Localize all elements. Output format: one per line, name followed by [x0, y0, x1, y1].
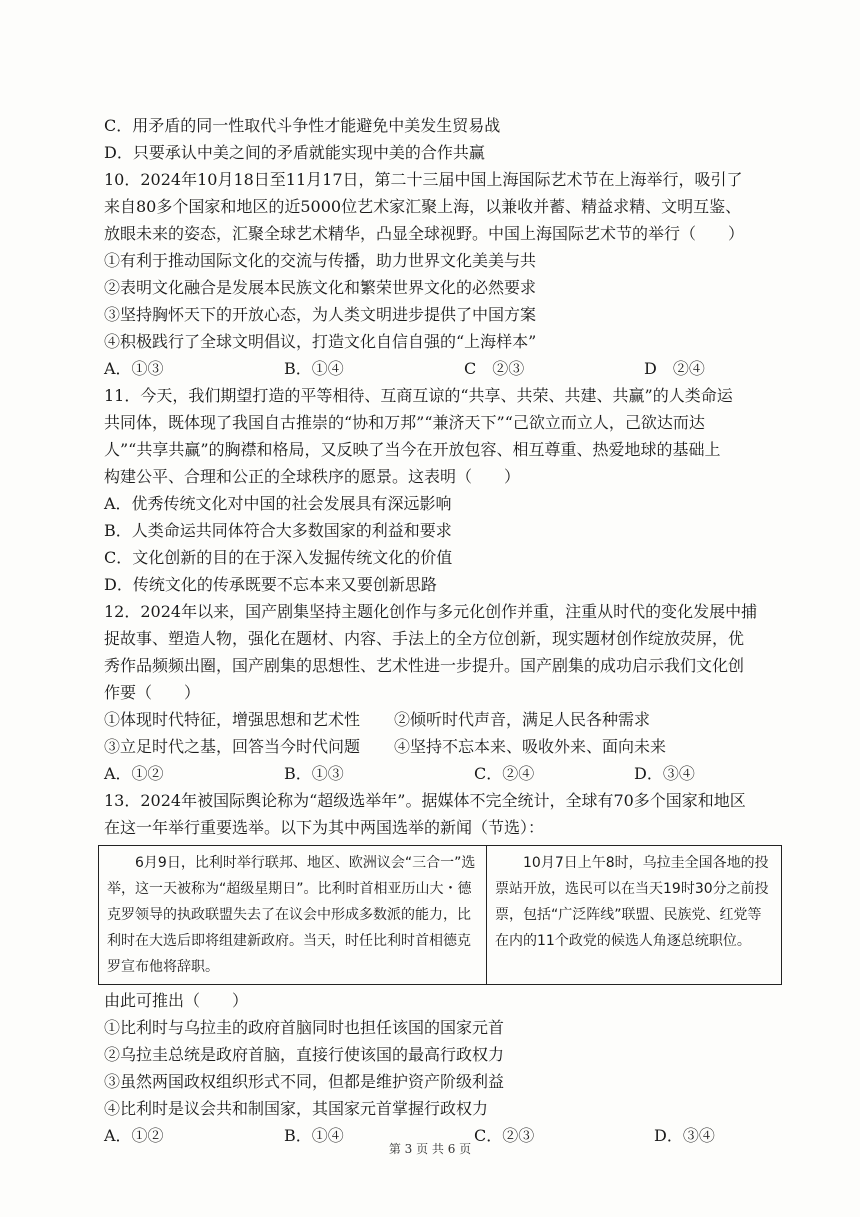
- q10-option-a: A．①③: [104, 359, 164, 378]
- q12-statement-2: ②倾听时代声音，满足人民各种需求: [394, 710, 651, 729]
- q11-option-b: B．人类命运共同体符合大多数国家的利益和要求: [104, 521, 452, 540]
- q12-statements-row-2: [104, 733, 774, 760]
- q12-option-a: A．①②: [104, 764, 164, 783]
- q10-statement-3: ③坚持胸怀天下的开放心态，为人类文明进步提供了中国方案: [104, 305, 537, 324]
- q9-option-c: C．用矛盾的同一性取代斗争性才能避免中美发生贸易战: [104, 116, 501, 135]
- q12-statement-3: ③立足时代之基，回答当今时代问题: [104, 737, 361, 756]
- q12-option-b: B．①③: [284, 764, 344, 783]
- q12-statement-4: ④坚持不忘本来、吸收外来、面向未来: [394, 737, 667, 756]
- q10-stem-line-2: 来自80多个国家和地区的近5000位艺术家汇聚上海，以兼收并蓄、精益求精、文明互鉴、: [104, 197, 742, 216]
- q10-statement-4: ④积极践行了全球文明倡议，打造文化自信自强的“上海样本”: [104, 332, 537, 351]
- q13-statement-3: ③虽然两国政权组织形式不同，但都是维护资产阶级利益: [104, 1072, 505, 1091]
- q10-options: [104, 355, 774, 382]
- q12-stem-line-2: 捉故事、塑造人物，强化在题材、内容、手法上的全方位创新，现实题材创作绽放荧屏，优: [104, 629, 745, 648]
- q10-option-b: B．①④: [284, 359, 344, 378]
- q13-stem-line-2: 在这一年举行重要选举。以下为其中两国选举的新闻（节选）：: [104, 818, 545, 837]
- q11-option-c: C．文化创新的目的在于深入发掘传统文化的价值: [104, 548, 453, 567]
- q11-option-a: A．优秀传统文化对中国的社会发展具有深远影响: [104, 494, 452, 513]
- q10-statement-1: ①有利于推动国际文化的交流与传播，助力世界文化美美与共: [104, 251, 537, 270]
- q11-stem-line-4: 构建公平、合理和公正的全球秩序的愿景。这表明（ ）: [104, 467, 521, 486]
- q13-option-d: D．③④: [654, 1126, 715, 1145]
- page-footer: 第 3 页 共 6 页: [388, 1142, 472, 1156]
- q13-statement-1: ①比利时与乌拉圭的政府首脑同时也担任该国的国家元首: [104, 1018, 505, 1037]
- q12-statement-1: ①体现时代特征，增强思想和艺术性: [104, 710, 361, 729]
- q11-stem-line-1: 11．今天，我们期望打造的平等相待、互商互谅的“共享、共荣、共建、共赢”的人类命运: [104, 386, 733, 405]
- q13-statement-4: ④比利时是议会共和制国家，其国家元首掌握行政权力: [104, 1099, 489, 1118]
- q12-stem-line-3: 秀作品频频出圈，国产剧集的思想性、艺术性进一步提升。国产剧集的成功启示我们文化创: [104, 656, 745, 675]
- q10-stem-line-3: 放眼未来的姿态，汇聚全球艺术精华，凸显全球视野。中国上海国际艺术节的举行（ ）: [104, 224, 745, 243]
- q12-stem-line-1: 12．2024年以来，国产剧集坚持主题化创作与多元化创作并重，注重从时代的变化发展中捕: [104, 602, 758, 621]
- q13-option-c: C．②③: [474, 1126, 535, 1145]
- q10-statement-2: ②表明文化融合是发展本民族文化和繁荣世界文化的必然要求: [104, 278, 537, 297]
- q11-stem-line-3: 人”“共享共赢”的胸襟和格局，又反映了当今在开放包容、相互尊重、热爱地球的基础上: [104, 440, 721, 459]
- q12-option-d: D．③④: [634, 764, 695, 783]
- q13-statement-2: ②乌拉圭总统是政府首脑，直接行使该国的最高行政权力: [104, 1045, 505, 1064]
- q12-stem-line-4: 作要（ ）: [104, 683, 201, 702]
- q11-stem-line-2: 共同体，既体现了我国自古推崇的“协和万邦”“兼济天下”“己欲立而立人，己欲达而达: [104, 413, 705, 432]
- q10-stem-line-1: 10．2024年10月18日至11月17日，第二十三届中国上海国际艺术节在上海举行，吸引了: [104, 170, 743, 189]
- q9-option-d: D．只要承认中美之间的矛盾就能实现中美的合作共赢: [104, 143, 485, 162]
- news-uruguay: 10月7日上午8时，乌拉圭全国各地的投票站开放，选民可以在当天19时30分之前投票，包括“广泛阵线”联盟、民族党、红党等在内的11个政党的候选人角逐总统职位。: [495, 855, 769, 949]
- q12-statements-row-1: [104, 706, 774, 733]
- q12-option-c: C．②④: [474, 764, 535, 783]
- q13-stem-line-3: 由此可推出（ ）: [104, 991, 249, 1010]
- news-belgium: 6月9日，比利时举行联邦、地区、欧洲议会“三合一”选举，这一天被称为“超级星期日”。比利时首相亚历山大・德克罗领导的执政联盟失去了在议会中形成多数派的能力，比利时在大选后即将组建新政府。当天，时任比利时首相德克罗宣布他将辞职。: [99, 846, 487, 984]
- q13-stem-line-1: 13．2024年被国际舆论称为“超级选举年”。据媒体不完全统计，全球有70多个国家和地区: [104, 791, 746, 810]
- page-content: [104, 112, 774, 1149]
- q12-options: [104, 760, 774, 787]
- q10-option-d: D ②④: [644, 359, 705, 378]
- q11-option-d: D．传统文化的传承既要不忘本来又要创新思路: [104, 575, 437, 594]
- q13-option-a: A．①②: [104, 1126, 164, 1145]
- q13-option-b: B．①④: [284, 1126, 344, 1145]
- q13-news-table: [98, 845, 782, 985]
- q10-option-c: C ②③: [464, 359, 525, 378]
